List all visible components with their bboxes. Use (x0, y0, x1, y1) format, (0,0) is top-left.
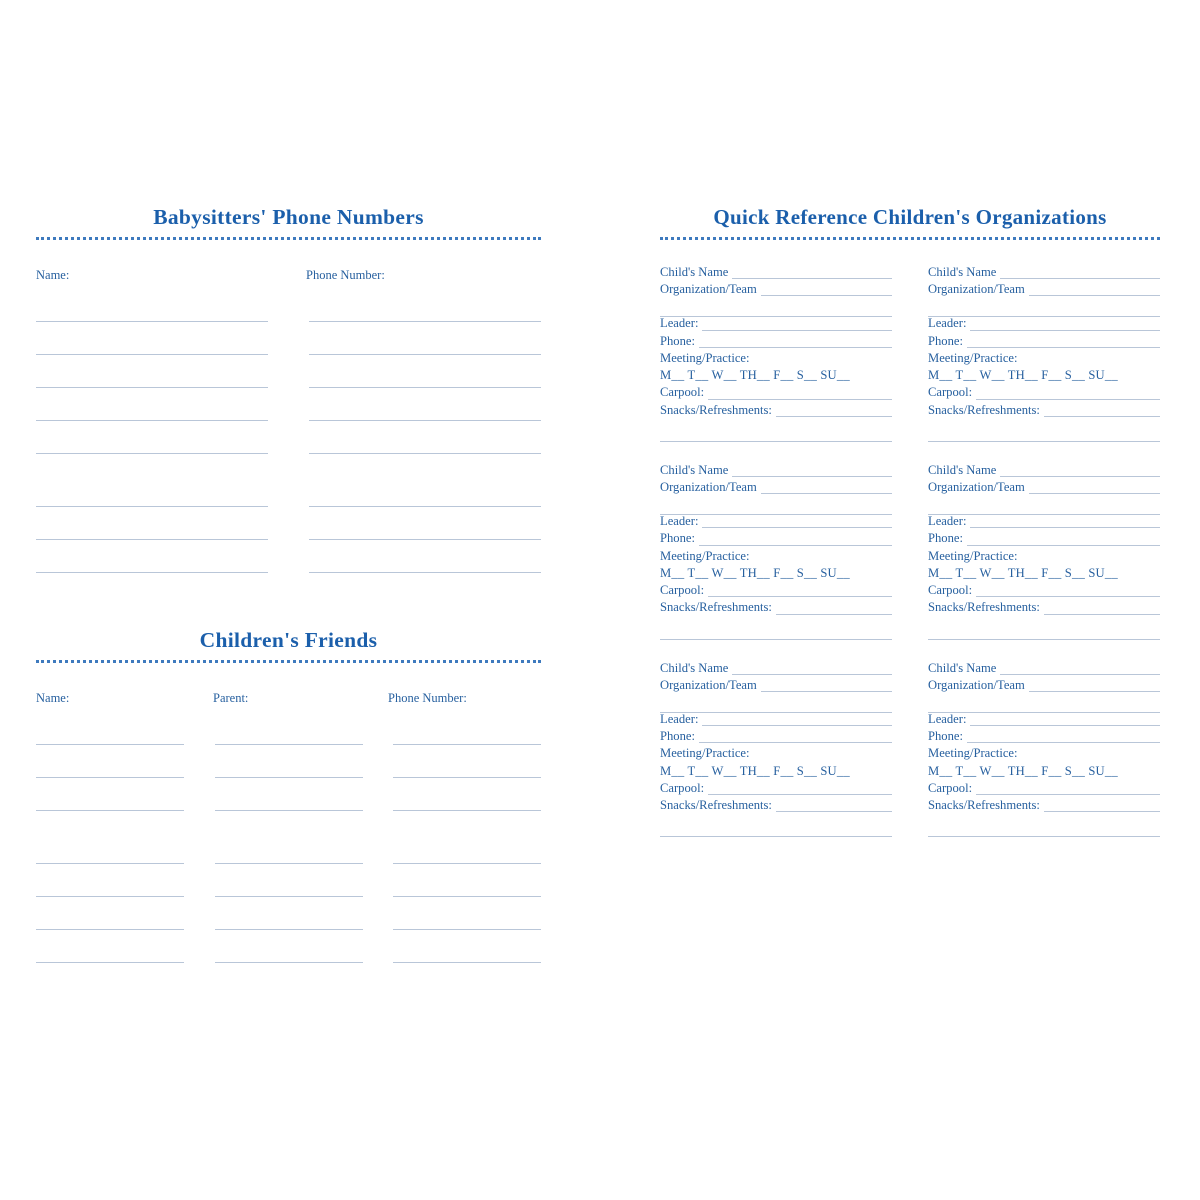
leader-input[interactable] (970, 713, 1160, 726)
table-row[interactable] (36, 289, 541, 322)
organizations-title: Quick Reference Children's Organizations (713, 205, 1107, 229)
table-row[interactable] (36, 930, 541, 963)
days-of-week[interactable]: M__ T__ W__ TH__ F__ S__ SU__ (660, 368, 850, 383)
phone-input[interactable] (967, 533, 1160, 546)
field-phone[interactable] (660, 335, 892, 348)
field-organization[interactable] (928, 481, 1160, 494)
label-organization: Organization/Team (660, 479, 757, 494)
friends-section (36, 628, 541, 963)
table-row[interactable] (36, 831, 541, 864)
field-child-name[interactable] (928, 464, 1160, 477)
parent-write-line[interactable] (215, 778, 363, 811)
label-snacks: Snacks/Refreshments: (928, 402, 1040, 417)
field-leader[interactable] (660, 713, 892, 726)
name-write-line[interactable] (36, 712, 184, 745)
phone-write-line[interactable] (393, 897, 541, 930)
section-gap (36, 573, 541, 628)
field-carpool[interactable] (660, 386, 892, 399)
label-meeting: Meeting/Practice: (660, 350, 750, 365)
header-name: Name: (36, 691, 70, 705)
field-organization[interactable] (928, 679, 1160, 692)
field-snacks[interactable] (928, 601, 1160, 614)
carpool-input[interactable] (708, 584, 892, 597)
organization-extra-line[interactable] (928, 300, 1160, 317)
phone-write-line[interactable] (309, 507, 541, 540)
snacks-input[interactable] (1044, 602, 1160, 615)
field-days-checkboxes[interactable] (928, 369, 1160, 382)
phone-write-line[interactable] (393, 745, 541, 778)
organization-extra-line[interactable] (660, 498, 892, 515)
organization-extra-line[interactable] (660, 696, 892, 713)
phone-write-line[interactable] (309, 421, 541, 454)
babysitters-lines-top (36, 289, 541, 454)
phone-write-line[interactable] (393, 712, 541, 745)
field-carpool[interactable] (928, 386, 1160, 399)
organization-card (660, 266, 892, 442)
name-write-line[interactable] (36, 864, 184, 897)
leader-input[interactable] (702, 515, 892, 528)
name-write-line[interactable] (36, 930, 184, 963)
snacks-extra-line[interactable] (660, 619, 892, 640)
carpool-input[interactable] (976, 782, 1160, 795)
label-carpool: Carpool: (928, 385, 973, 400)
field-child-name[interactable] (928, 266, 1160, 279)
organization-card (660, 662, 892, 838)
child-name-input[interactable] (732, 464, 892, 477)
organization-card (660, 464, 892, 640)
babysitters-title: Babysitters' Phone Numbers (153, 205, 424, 229)
snacks-extra-line[interactable] (928, 816, 1160, 837)
table-row[interactable] (36, 897, 541, 930)
label-phone: Phone: (928, 531, 963, 546)
field-days-checkboxes[interactable] (660, 765, 892, 778)
label-snacks: Snacks/Refreshments: (660, 600, 772, 615)
name-write-line[interactable] (36, 355, 268, 388)
snacks-extra-line[interactable] (928, 619, 1160, 640)
field-organization[interactable] (928, 283, 1160, 296)
title-divider (36, 660, 541, 663)
table-row[interactable] (36, 421, 541, 454)
phone-write-line[interactable] (309, 388, 541, 421)
label-carpool: Carpool: (660, 583, 705, 598)
table-row[interactable] (36, 355, 541, 388)
label-leader: Leader: (660, 711, 699, 726)
phone-write-line[interactable] (309, 322, 541, 355)
label-leader: Leader: (928, 316, 967, 331)
phone-input[interactable] (699, 730, 892, 743)
leader-input[interactable] (702, 713, 892, 726)
right-page (660, 205, 1160, 837)
field-days-checkboxes[interactable] (928, 567, 1160, 580)
label-organization: Organization/Team (660, 282, 757, 297)
name-write-line[interactable] (36, 322, 268, 355)
name-write-line[interactable] (36, 831, 184, 864)
organization-extra-line[interactable] (928, 696, 1160, 713)
snacks-input[interactable] (1044, 799, 1160, 812)
phone-write-line[interactable] (309, 289, 541, 322)
parent-write-line[interactable] (215, 745, 363, 778)
label-child-name: Child's Name (660, 462, 729, 477)
organization-input[interactable] (761, 283, 892, 296)
label-leader: Leader: (928, 711, 967, 726)
babysitters-column-headers (36, 268, 541, 283)
field-phone[interactable] (660, 730, 892, 743)
friends-lines-top (36, 712, 541, 811)
row-group-gap (36, 454, 541, 468)
phone-write-line[interactable] (309, 540, 541, 573)
label-carpool: Carpool: (660, 780, 705, 795)
label-snacks: Snacks/Refreshments: (928, 600, 1040, 615)
organization-extra-line[interactable] (928, 498, 1160, 515)
field-organization[interactable] (660, 283, 892, 296)
name-write-line[interactable] (36, 289, 268, 322)
field-phone[interactable] (928, 532, 1160, 545)
label-snacks: Snacks/Refreshments: (660, 798, 772, 813)
carpool-input[interactable] (708, 387, 892, 400)
table-row[interactable] (36, 322, 541, 355)
field-snacks[interactable] (660, 404, 892, 417)
label-organization: Organization/Team (660, 677, 757, 692)
carpool-input[interactable] (976, 387, 1160, 400)
phone-write-line[interactable] (393, 930, 541, 963)
field-days-checkboxes[interactable] (660, 567, 892, 580)
child-name-input[interactable] (1000, 266, 1160, 279)
row-group-gap (36, 811, 541, 825)
name-write-line[interactable] (36, 421, 268, 454)
organization-input[interactable] (1029, 283, 1160, 296)
days-of-week[interactable]: M__ T__ W__ TH__ F__ S__ SU__ (928, 565, 1118, 580)
left-page (36, 205, 541, 963)
snacks-extra-line[interactable] (660, 421, 892, 442)
header-name: Name: (36, 268, 70, 282)
name-write-line[interactable] (36, 388, 268, 421)
label-leader: Leader: (928, 514, 967, 529)
label-carpool: Carpool: (660, 385, 705, 400)
label-organization: Organization/Team (928, 479, 1025, 494)
field-days-checkboxes[interactable] (660, 369, 892, 382)
label-phone: Phone: (660, 531, 695, 546)
child-name-input[interactable] (1000, 464, 1160, 477)
field-meeting[interactable] (928, 747, 1160, 760)
organization-card (928, 662, 1160, 838)
snacks-input[interactable] (776, 602, 892, 615)
snacks-extra-line[interactable] (660, 816, 892, 837)
field-carpool[interactable] (928, 782, 1160, 795)
organization-input[interactable] (1029, 481, 1160, 494)
field-leader[interactable] (928, 317, 1160, 330)
child-name-input[interactable] (732, 662, 892, 675)
field-snacks[interactable] (660, 799, 892, 812)
phone-input[interactable] (699, 533, 892, 546)
parent-write-line[interactable] (215, 864, 363, 897)
label-meeting: Meeting/Practice: (660, 746, 750, 761)
days-of-week[interactable]: M__ T__ W__ TH__ F__ S__ SU__ (928, 368, 1118, 383)
days-of-week[interactable]: M__ T__ W__ TH__ F__ S__ SU__ (660, 565, 850, 580)
babysitters-section (36, 205, 541, 573)
field-phone[interactable] (928, 335, 1160, 348)
friends-title: Children's Friends (199, 628, 378, 652)
table-row[interactable] (36, 712, 541, 745)
label-child-name: Child's Name (660, 660, 729, 675)
label-child-name: Child's Name (660, 265, 729, 279)
name-write-line[interactable] (36, 897, 184, 930)
label-child-name: Child's Name (928, 265, 997, 279)
field-organization[interactable] (660, 481, 892, 494)
label-carpool: Carpool: (928, 780, 973, 795)
label-snacks: Snacks/Refreshments: (928, 798, 1040, 813)
days-of-week[interactable]: M__ T__ W__ TH__ F__ S__ SU__ (660, 763, 850, 778)
organization-input[interactable] (761, 481, 892, 494)
field-child-name[interactable] (660, 662, 892, 675)
label-child-name: Child's Name (928, 462, 997, 477)
parent-write-line[interactable] (215, 930, 363, 963)
field-leader[interactable] (928, 713, 1160, 726)
field-phone[interactable] (660, 532, 892, 545)
leader-input[interactable] (970, 515, 1160, 528)
label-carpool: Carpool: (928, 583, 973, 598)
parent-write-line[interactable] (215, 831, 363, 864)
field-child-name[interactable] (660, 464, 892, 477)
field-snacks[interactable] (660, 601, 892, 614)
organization-input[interactable] (1029, 679, 1160, 692)
phone-write-line[interactable] (309, 355, 541, 388)
name-write-line[interactable] (36, 778, 184, 811)
field-phone[interactable] (928, 730, 1160, 743)
label-organization: Organization/Team (928, 282, 1025, 297)
label-snacks: Snacks/Refreshments: (660, 402, 772, 417)
label-phone: Phone: (660, 729, 695, 744)
name-write-line[interactable] (36, 507, 268, 540)
carpool-input[interactable] (708, 782, 892, 795)
table-row[interactable] (36, 540, 541, 573)
babysitters-lines-bottom (36, 474, 541, 573)
field-leader[interactable] (660, 515, 892, 528)
field-meeting[interactable] (660, 352, 892, 365)
label-phone: Phone: (928, 333, 963, 348)
label-phone: Phone: (928, 729, 963, 744)
child-name-input[interactable] (732, 266, 892, 279)
friends-lines-bottom (36, 831, 541, 963)
label-phone: Phone: (660, 333, 695, 348)
header-parent: Parent: (213, 691, 249, 705)
child-name-input[interactable] (1000, 662, 1160, 675)
snacks-input[interactable] (1044, 404, 1160, 417)
organization-card (928, 464, 1160, 640)
table-row[interactable] (36, 388, 541, 421)
field-carpool[interactable] (660, 782, 892, 795)
label-leader: Leader: (660, 514, 699, 529)
field-organization[interactable] (660, 679, 892, 692)
field-child-name[interactable] (660, 266, 892, 279)
phone-write-line[interactable] (393, 778, 541, 811)
field-carpool[interactable] (928, 584, 1160, 597)
table-row[interactable] (36, 507, 541, 540)
organization-cards (660, 266, 1160, 837)
header-phone: Phone Number: (388, 691, 467, 705)
field-meeting[interactable] (928, 352, 1160, 365)
field-child-name[interactable] (928, 662, 1160, 675)
label-child-name: Child's Name (928, 660, 997, 675)
friends-column-headers (36, 691, 541, 706)
field-carpool[interactable] (660, 584, 892, 597)
field-meeting[interactable] (928, 550, 1160, 563)
table-row[interactable] (36, 864, 541, 897)
field-snacks[interactable] (928, 799, 1160, 812)
phone-input[interactable] (967, 335, 1160, 348)
organization-card (928, 266, 1160, 442)
leader-input[interactable] (702, 318, 892, 331)
title-divider (36, 237, 541, 240)
label-meeting: Meeting/Practice: (928, 746, 1018, 761)
label-meeting: Meeting/Practice: (928, 350, 1018, 365)
name-write-line[interactable] (36, 540, 268, 573)
phone-write-line[interactable] (309, 474, 541, 507)
table-row[interactable] (36, 778, 541, 811)
table-row[interactable] (36, 474, 541, 507)
label-leader: Leader: (660, 316, 699, 331)
table-row[interactable] (36, 745, 541, 778)
organization-input[interactable] (761, 679, 892, 692)
field-snacks[interactable] (928, 404, 1160, 417)
phone-write-line[interactable] (393, 864, 541, 897)
phone-write-line[interactable] (393, 831, 541, 864)
phone-input[interactable] (699, 335, 892, 348)
header-phone: Phone Number: (306, 268, 385, 282)
field-meeting[interactable] (660, 747, 892, 760)
snacks-input[interactable] (776, 404, 892, 417)
field-days-checkboxes[interactable] (928, 765, 1160, 778)
days-of-week[interactable]: M__ T__ W__ TH__ F__ S__ SU__ (928, 763, 1118, 778)
label-meeting: Meeting/Practice: (928, 548, 1018, 563)
title-divider (660, 237, 1160, 240)
snacks-input[interactable] (776, 799, 892, 812)
field-meeting[interactable] (660, 550, 892, 563)
parent-write-line[interactable] (215, 897, 363, 930)
label-organization: Organization/Team (928, 677, 1025, 692)
field-leader[interactable] (660, 317, 892, 330)
phone-input[interactable] (967, 730, 1160, 743)
name-write-line[interactable] (36, 474, 268, 507)
leader-input[interactable] (970, 318, 1160, 331)
label-meeting: Meeting/Practice: (660, 548, 750, 563)
field-leader[interactable] (928, 515, 1160, 528)
parent-write-line[interactable] (215, 712, 363, 745)
name-write-line[interactable] (36, 745, 184, 778)
carpool-input[interactable] (976, 584, 1160, 597)
snacks-extra-line[interactable] (928, 421, 1160, 442)
organization-extra-line[interactable] (660, 300, 892, 317)
